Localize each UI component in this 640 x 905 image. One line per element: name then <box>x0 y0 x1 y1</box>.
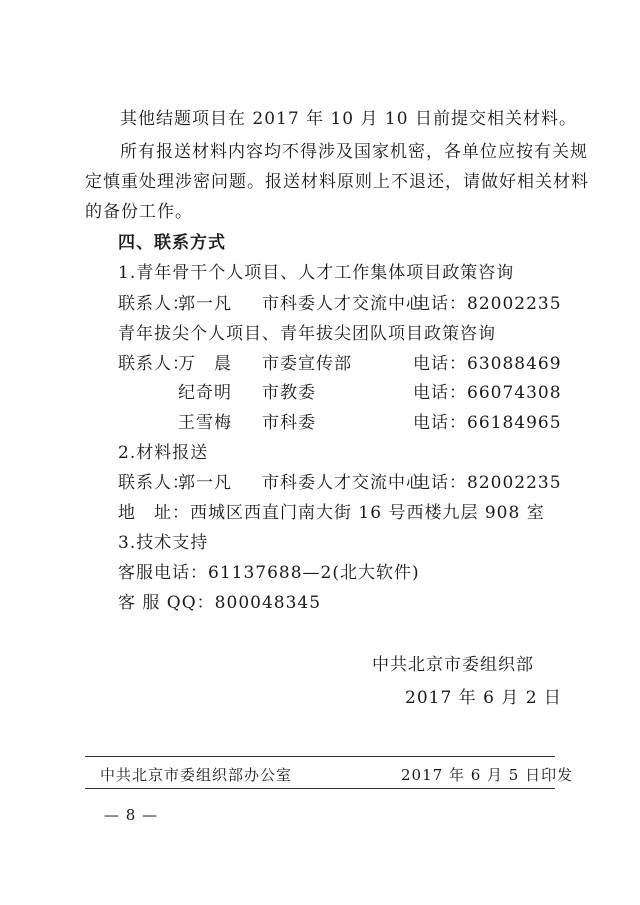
signature-org: 中共北京市委组织部 <box>372 655 534 675</box>
address-line: 地 址：西城区西直门南大街 16 号西楼九层 908 室 <box>118 503 545 523</box>
service-qq: 客 服 QQ：800048345 <box>118 593 322 613</box>
footer-issuer: 中共北京市委组织部办公室 <box>100 766 293 784</box>
contact-phone: 电话：66184965 <box>413 413 562 433</box>
contact-org: 市科委人才交流中心 <box>262 473 424 493</box>
contact-phone: 电话：82002235 <box>413 473 562 493</box>
subsection-title: 青年拔尖个人项目、青年拔尖团队项目政策咨询 <box>118 324 496 344</box>
subsection-title: 3.技术支持 <box>118 533 209 553</box>
subsection-title: 1.青年骨干个人项目、人才工作集体项目政策咨询 <box>118 263 515 283</box>
paragraph-line: 所有报送材料内容均不得涉及国家机密，各单位应按有关规 <box>120 142 588 162</box>
contact-org: 市委宣传部 <box>262 354 352 374</box>
contact-name: 王雪梅 <box>178 413 232 433</box>
contact-label: 联系人： <box>118 294 190 314</box>
contact-org: 市教委 <box>262 383 316 403</box>
contact-name: 郭一凡 <box>178 294 232 314</box>
contact-name: 纪奇明 <box>178 383 232 403</box>
contact-name: 郭一凡 <box>178 473 232 493</box>
contact-org: 市科委 <box>262 413 316 433</box>
contact-label: 联系人： <box>118 473 190 493</box>
contact-phone: 电话：66074308 <box>413 383 562 403</box>
paragraph-line: 定慎重处理涉密问题。报送材料原则上不退还，请做好相关材料 <box>85 172 589 192</box>
contact-org: 市科委人才交流中心 <box>262 294 424 314</box>
signature-date: 2017 年 6 月 2 日 <box>405 688 562 708</box>
paragraph-line: 其他结题项目在 2017 年 10 月 10 日前提交相关材料。 <box>120 109 577 129</box>
service-phone: 客服电话：61137688—2(北大软件) <box>118 563 420 583</box>
footer-print-date: 2017 年 6 月 5 日印发 <box>401 766 574 784</box>
footer-bottom-rule <box>85 788 555 789</box>
contact-phone: 电话：63088469 <box>413 354 562 374</box>
contact-label: 联系人： <box>118 354 190 374</box>
contact-phone: 电话：82002235 <box>413 294 562 314</box>
section-heading: 四、联系方式 <box>118 233 226 253</box>
paragraph-line: 的备份工作。 <box>85 202 193 222</box>
contact-name: 万 晨 <box>178 354 232 374</box>
subsection-title: 2.材料报送 <box>118 443 209 463</box>
footer-top-rule <box>85 756 555 757</box>
page-number: — 8 — <box>104 806 159 824</box>
